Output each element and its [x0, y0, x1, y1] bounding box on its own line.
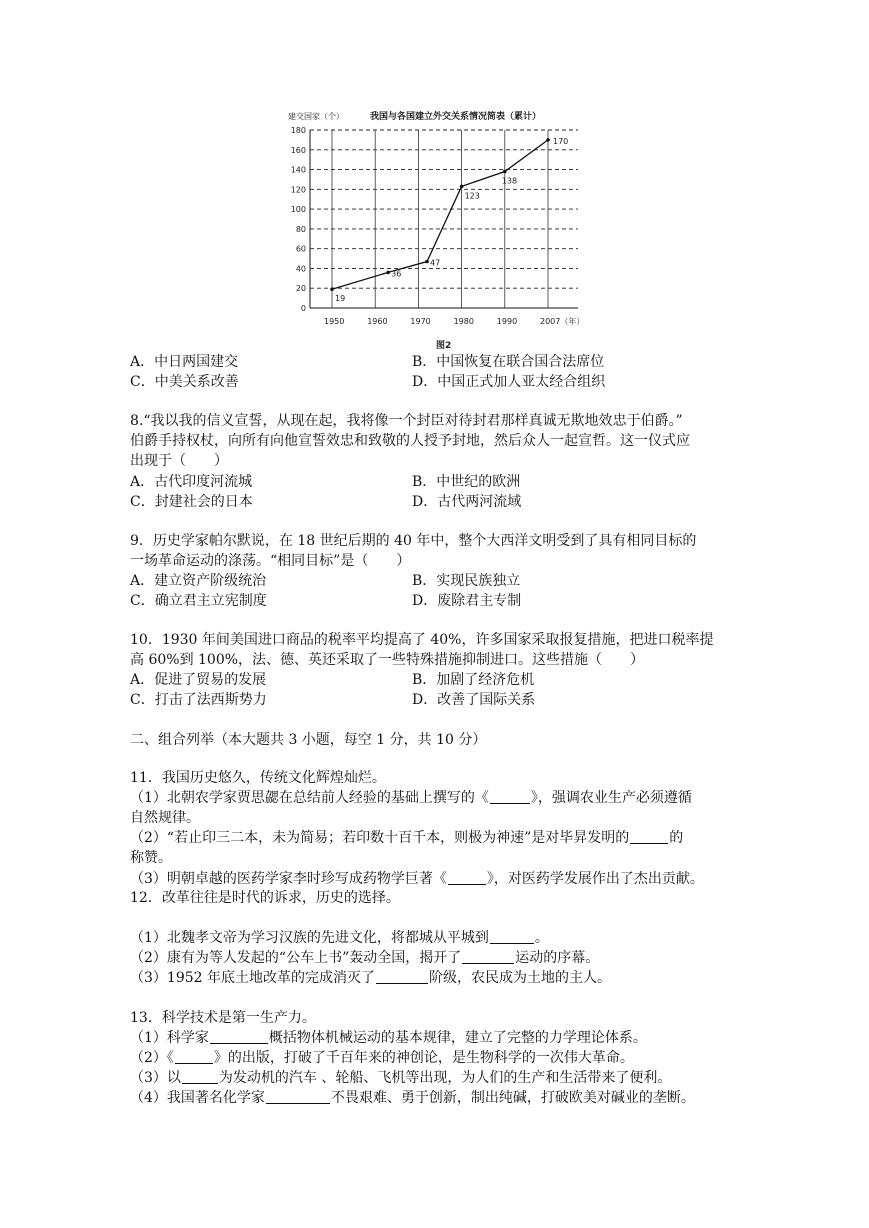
q9-stem-line2: 一场革命运动的涤荡。“相同目标”是（ ） — [130, 553, 411, 569]
q13-blank-2[interactable] — [175, 1049, 213, 1064]
chart-y-tick-label: 120 — [290, 185, 306, 195]
diplomatic-relations-chart — [284, 106, 584, 351]
q11-stem: 11．我国历史悠久，传统文化辉煌灿烂。 — [130, 770, 386, 786]
q10-stem-line1: 10．1930 年间美国进口商品的税率平均提高了 40%，许多国家采取报复措施，把进口税率提 — [130, 632, 714, 648]
q11-blank-1[interactable] — [490, 789, 530, 804]
q13-blank-1[interactable] — [210, 1029, 268, 1044]
q10-stem-line2: 高 60%到 100%，法、德、英还采取了一些特殊措施抑制进口。这些措施（ ） — [130, 652, 645, 668]
chart-x-tick-label: 1990 — [496, 317, 518, 326]
q11-part2-cont: 称赞。 — [130, 850, 172, 866]
chart-y-tick-label: 60 — [295, 244, 306, 254]
q8-stem-line1: 8.“我以我的信义宣誓，从现在起，我将像一个封臣对待封君那样真诚无欺地效忠于伯爵。” — [130, 413, 683, 429]
q8-option-d: D．古代两河流域 — [412, 494, 522, 510]
q9-option-b: B．实现民族独立 — [412, 573, 521, 589]
q12-blank-1[interactable] — [490, 929, 534, 944]
q11-part1: （1）北朝农学家贾思勰在总结前人经验的基础上撰写的《 》，强调农业生产必须遵循 — [130, 790, 692, 806]
chart-x-tick-label: 1980 — [453, 317, 474, 326]
q13-blank-4[interactable] — [266, 1089, 330, 1104]
chart-x-tick-label: 1950 — [324, 317, 345, 326]
chart-data-point — [386, 271, 390, 275]
chart-points — [330, 137, 568, 303]
q8-option-a: A．古代印度河流城 — [130, 474, 253, 490]
chart-y-tick-label: 40 — [295, 264, 306, 274]
chart-y-tick-label: 160 — [290, 145, 306, 155]
q7-option-a: A．中日两国建交 — [130, 354, 239, 370]
q10-option-d: D．改善了国际关系 — [412, 692, 536, 708]
q8-stem-line2: 伯爵手持权杖，向所有向他宣誓效忠和致敬的人授予封地，然后众人一起宣哲。这一仪式应 — [130, 433, 690, 449]
q13-part1: （1）科学家 概括物体机械运动的基本规律，建立了完整的力学理论体系。 — [130, 1030, 647, 1046]
q10-option-a: A．促进了贸易的发展 — [130, 672, 267, 688]
q13-part4: （4）我国著名化学家 不畏艰难、勇于创新，制出纯碱，打破欧美对碱业的垄断。 — [130, 1090, 695, 1106]
q12-part2: （2）康有为等人发起的“公车上书”轰动全国，揭开了 运动的序幕。 — [130, 950, 600, 966]
chart-title: 我国与各国建立外交关系情况简表（累计） — [370, 112, 542, 122]
chart-y-tick-label: 140 — [290, 165, 306, 175]
chart-data-label: 36 — [391, 269, 402, 279]
q12-blank-3[interactable] — [376, 969, 428, 984]
q9-option-a: A．建立资产阶级统治 — [130, 573, 267, 589]
chart-data-label: 47 — [430, 258, 441, 268]
q12-stem: 12．改革往往是时代的诉求，历史的选择。 — [130, 890, 400, 906]
q11-part3: （3）明朝卓越的医药学家李时珍写成药物学巨著《 》，对医药学发展作出了杰出贡献。 — [130, 871, 704, 887]
chart-data-label: 170 — [553, 136, 569, 146]
q10-option-c: C．打击了法西斯势力 — [130, 692, 267, 708]
chart-x-tick-label: 1970 — [410, 317, 431, 326]
q9-stem-line1: 9．历史学家帕尔默说，在 18 世纪后期的 40 年中，整个大西洋文明受到了具有相同目标的 — [130, 533, 697, 549]
q13-part3: （3）以 为发动机的汽车 、轮船、飞机等出现，为人们的生产和生活带来了便利。 — [130, 1070, 672, 1086]
q11-part1-cont: 自然规律。 — [130, 810, 200, 826]
q8-option-c: C．封建社会的日本 — [130, 494, 253, 510]
section-2-heading: 二、组合列举（本大题共 3 小题，每空 1 分，共 10 分） — [130, 732, 487, 748]
q11-blank-2[interactable] — [630, 829, 668, 844]
chart-ylabel: 建交国家（个） — [288, 112, 344, 121]
chart-data-point — [503, 170, 507, 174]
q7-option-c: C．中美关系改善 — [130, 374, 239, 390]
chart-caption: 图2 — [436, 341, 452, 351]
q13-part2: （2）《 》的出版，打破了千百年来的神创论，是生物科学的一次伟大革命。 — [130, 1050, 634, 1066]
q13-blank-3[interactable] — [182, 1069, 218, 1084]
chart-x-ticks — [324, 316, 584, 326]
chart-data-label: 19 — [335, 294, 346, 304]
chart-y-tick-label: 180 — [290, 126, 306, 135]
chart-grid — [310, 130, 578, 308]
q9-option-d: D．废除君主专制 — [412, 593, 522, 609]
q12-part3: （3）1952 年底土地改革的完成消灭了 阶级，农民成为土地的主人。 — [130, 970, 611, 986]
chart-y-tick-label: 80 — [295, 224, 306, 234]
q11-part2: （2）“若止印三二本，未为简易；若印数十百千本，则极为神速”是对毕昇发明的 的 — [130, 830, 684, 846]
q8-option-b: B．中世纪的欧洲 — [412, 474, 521, 490]
chart-y-tick-label: 100 — [290, 205, 306, 215]
chart-data-point — [425, 260, 429, 264]
chart-x-tick-label: 1960 — [367, 317, 388, 326]
q13-stem: 13．科学技术是第一生产力。 — [130, 1010, 316, 1026]
chart-data-label: 123 — [464, 191, 480, 201]
chart-y-tick-label: 20 — [295, 284, 306, 294]
q12-part1: （1）北魏孝文帝为学习汉族的先进文化，将都城从平城到 。 — [130, 930, 549, 946]
chart-data-point — [546, 138, 550, 142]
q12-blank-2[interactable] — [462, 949, 514, 964]
q9-option-c: C．确立君主立宪制度 — [130, 593, 267, 609]
chart-x-tick-label: 2007（年） — [540, 317, 584, 326]
q7-option-d: D．中国正式加人亚太经合组织 — [412, 374, 606, 390]
chart-y-tick-label: 0 — [300, 304, 306, 313]
chart-data-point — [330, 287, 334, 291]
chart-data-point — [460, 185, 464, 189]
q8-stem-line3: 出现于（ ） — [130, 453, 228, 469]
chart-y-ticks — [291, 126, 306, 313]
q10-option-b: B．加剧了经济危机 — [412, 672, 535, 688]
chart-data-label: 138 — [501, 176, 518, 186]
q7-option-b: B．中国恢复在联合国合法席位 — [412, 354, 605, 370]
q11-blank-3[interactable] — [448, 870, 486, 885]
